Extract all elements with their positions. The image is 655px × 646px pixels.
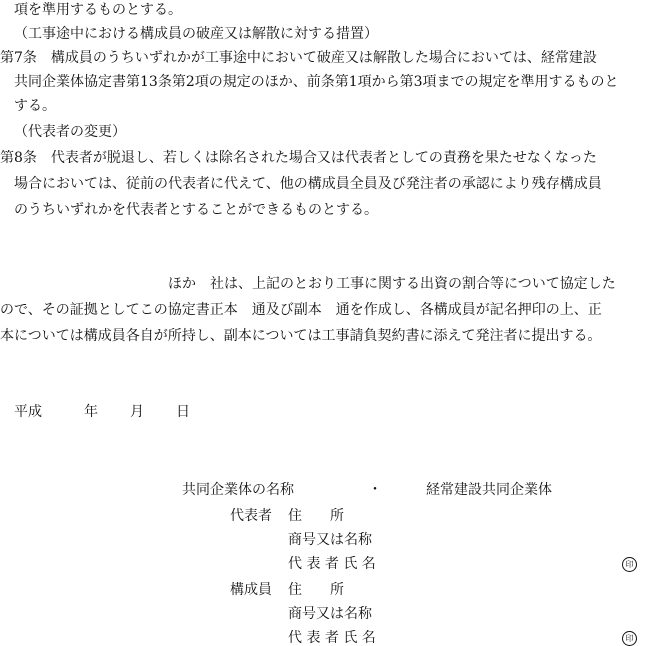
article6-carryover: 項を準用するものとする。	[14, 2, 182, 18]
article7-line1: 第7条 構成員のうちいずれかが工事途中において破産又は解散した場合においては、経常建設	[0, 50, 597, 66]
representative-company-label: 商号又は名称	[288, 532, 372, 548]
jv-name-separator: ・	[368, 482, 382, 498]
jv-name-value: 経常建設共同企業体	[426, 482, 552, 498]
member-seal-mark: 印	[622, 631, 637, 646]
article7-line3: する。	[14, 98, 56, 114]
member-address-label: 住 所	[288, 582, 344, 598]
representative-role: 代表者	[230, 508, 272, 524]
article8-line3: のうちいずれかを代表者とすることができるものとする。	[14, 202, 378, 218]
member-company-label: 商号又は名称	[288, 606, 372, 622]
representative-name-label: 代 表 者 氏 名	[288, 556, 376, 572]
representative-seal-mark: 印	[622, 557, 637, 572]
date-year: 年	[84, 404, 98, 420]
date-day: 日	[176, 404, 190, 420]
article8-line1: 第8条 代表者が脱退し、若しくは除名された場合又は代表者としての責務を果たせなくなった	[0, 150, 597, 166]
article7-heading: （工事途中における構成員の破産又は解散に対する措置）	[14, 26, 378, 42]
closing-line2: ので、その証拠としてこの協定書正本 通及び副本 通を作成し、各構成員が記名押印の上、正	[0, 302, 602, 318]
article7-line2: 共同企業体協定書第13条第2項の規定のほか、前条第1項から第3項までの規定を準用するものと	[14, 74, 619, 90]
article8-line2: 場合においては、従前の代表者に代えて、他の構成員全員及び発注者の承認により残存構成員	[14, 176, 602, 192]
jv-name-label: 共同企業体の名称	[182, 482, 294, 498]
closing-line3: 本については構成員各自が所持し、副本については工事請負契約書に添えて発注者に提出する。	[0, 328, 602, 344]
date-era: 平成	[14, 404, 42, 420]
representative-address-label: 住 所	[288, 508, 344, 524]
member-role: 構成員	[230, 582, 272, 598]
article8-heading: （代表者の変更）	[14, 124, 126, 140]
member-name-label: 代 表 者 氏 名	[288, 630, 376, 646]
date-month: 月	[130, 404, 144, 420]
closing-line1: ほか 社は、上記のとおり工事に関する出資の割合等について協定した	[168, 276, 616, 292]
